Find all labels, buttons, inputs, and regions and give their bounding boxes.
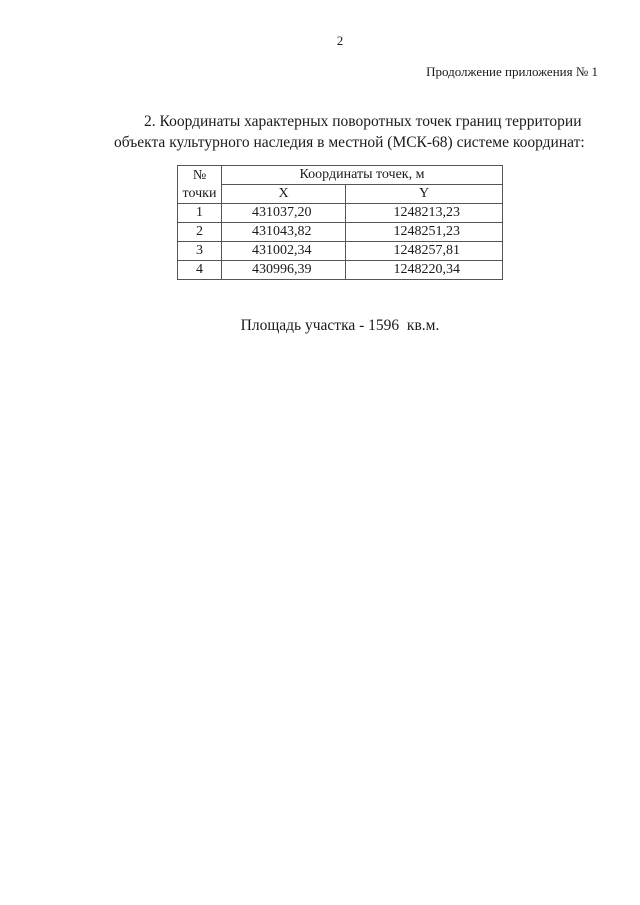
table-subheader-row: [178, 185, 503, 204]
section-heading-line-1: 2. Координаты характерных поворотных точек границ территории: [144, 113, 582, 130]
cell-x: 431002,34: [222, 242, 346, 261]
area-statement: Площадь участка - 1596 кв.м.: [240, 317, 440, 334]
header-point-number-top: №: [178, 166, 222, 185]
cell-y: 1248220,34: [346, 261, 503, 280]
table-row: [178, 223, 503, 242]
cell-point-number: 2: [178, 223, 222, 242]
cell-y: 1248213,23: [346, 204, 503, 223]
cell-point-number: 3: [178, 242, 222, 261]
cell-x: 430996,39: [222, 261, 346, 280]
section-heading-line-2: объекта культурного наследия в местной (МСК-68) системе координат:: [114, 134, 585, 151]
header-x: X: [222, 185, 346, 204]
appendix-note: Продолжение приложения № 1: [426, 64, 598, 79]
cell-x: 431043,82: [222, 223, 346, 242]
cell-point-number: 4: [178, 261, 222, 280]
header-point-number-bottom: точки: [178, 185, 222, 204]
header-coordinates: Координаты точек, м: [222, 166, 503, 185]
cell-y: 1248257,81: [346, 242, 503, 261]
cell-x: 431037,20: [222, 204, 346, 223]
table-row: [178, 204, 503, 223]
table-row: [178, 242, 503, 261]
coordinates-table: [177, 165, 503, 280]
table-row: [178, 261, 503, 280]
section-heading: [110, 111, 585, 153]
page-number: 2: [336, 33, 344, 48]
cell-y: 1248251,23: [346, 223, 503, 242]
table-header-row: [178, 166, 503, 185]
header-y: Y: [346, 185, 503, 204]
cell-point-number: 1: [178, 204, 222, 223]
